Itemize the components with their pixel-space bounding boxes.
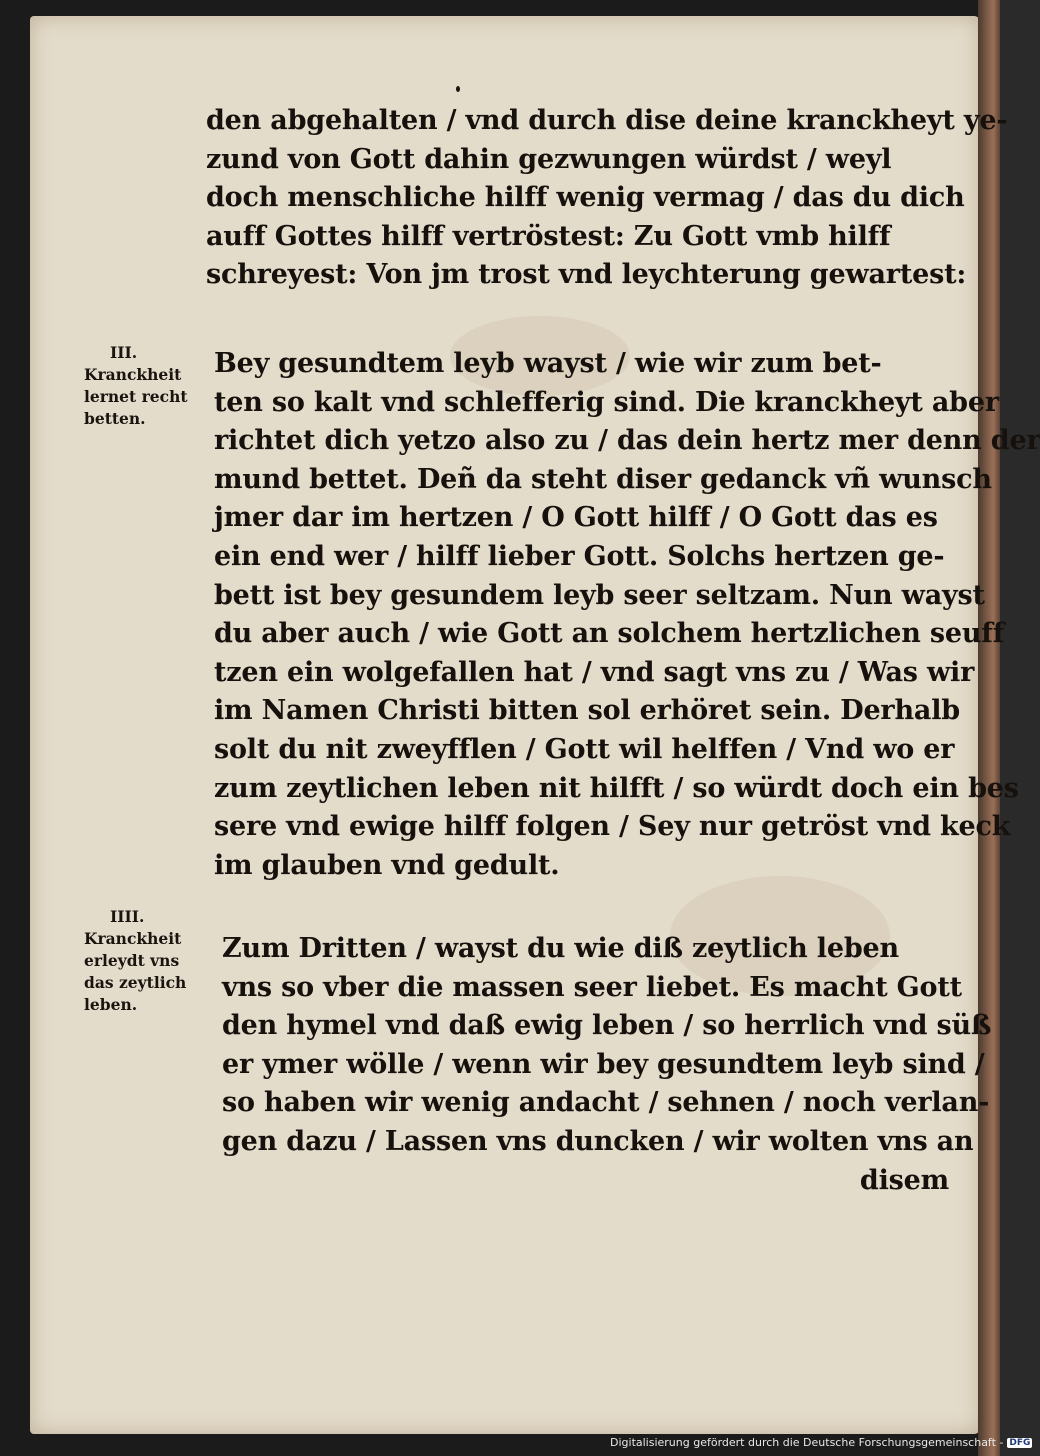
text-line: im Namen Christi bitten sol erhöret sein. Derhalb	[214, 695, 960, 727]
margin-note-1	[84, 342, 188, 430]
catchword: disem	[859, 1164, 949, 1196]
text-line: Zum Dritten / wayst du wie diß zeytlich leben	[222, 933, 899, 964]
margin-note-number: IIII.	[110, 907, 145, 926]
text-line: vns so vber die massen seer liebet. Es macht Gott	[222, 971, 962, 1003]
text-line: ein end wer / hilff lieber Gott. Solchs hertzen ge-	[214, 540, 945, 572]
text-line: ten so kalt vnd schlefferig sind. Die kranckheyt aber	[214, 386, 999, 418]
text-line: solt du nit zweyfflen / Gott wil helffen / Vnd wo er	[214, 733, 955, 765]
margin-note-line: das zeytlich	[84, 973, 187, 992]
paragraph-3	[222, 930, 991, 1200]
page-mark	[456, 86, 460, 92]
margin-note-line: Kranckheit	[84, 365, 182, 384]
footer-text: Digitalisierung gefördert durch die Deutsche Forschungsgemeinschaft -	[610, 1436, 1004, 1449]
margin-note-2	[84, 906, 186, 1016]
text-line: auff Gottes hilff vertröstest: Zu Gott vmb hilff	[206, 220, 891, 252]
margin-note-line: leben.	[84, 995, 138, 1014]
text-line: sere vnd ewige hilff folgen / Sey nur getröst vnd keck	[214, 811, 1011, 843]
text-line: bett ist bey gesundem leyb seer seltzam. Nun wayst	[214, 579, 985, 611]
footer-credit	[610, 1436, 1032, 1449]
margin-note-line: lernet recht	[84, 387, 188, 406]
text-line: den abgehalten / vnd durch dise deine kranckheyt ye-	[206, 105, 1008, 136]
text-line: jmer dar im hertzen / O Gott hilff / O Gott das es	[214, 502, 938, 534]
text-line: mund bettet. Deñ da steht diser gedanck vñ wunsch	[214, 463, 992, 495]
text-line: du aber auch / wie Gott an solchem hertzlichen seuff	[214, 618, 1005, 650]
text-line: tzen ein wolgefallen hat / vnd sagt vns zu / Was wir	[214, 656, 975, 688]
text-line: Bey gesundtem leyb wayst / wie wir zum bet-	[214, 348, 882, 379]
text-line: im glauben vnd gedult.	[214, 849, 560, 881]
margin-note-number: III.	[110, 343, 138, 362]
text-line: richtet dich yetzo also zu / das dein hertz mer denn der	[214, 425, 1040, 457]
text-line: zund von Gott dahin gezwungen würdst / weyl	[206, 143, 892, 175]
paragraph-2	[214, 345, 1040, 885]
margin-note-line: betten.	[84, 409, 146, 428]
text-line: den hymel vnd daß ewig leben / so herrlich vnd süß	[222, 1010, 992, 1042]
text-line: doch menschliche hilff wenig vermag / das du dich	[206, 182, 965, 214]
text-line: zum zeytlichen leben nit hilfft / so würdt doch ein bes	[214, 772, 1019, 804]
text-line: schreyest: Von jm trost vnd leychterung gewartest:	[206, 259, 967, 291]
text-line: gen dazu / Lassen vns duncken / wir wolten vns an	[222, 1125, 974, 1157]
margin-note-line: Kranckheit	[84, 929, 182, 948]
margin-note-line: erleydt vns	[84, 951, 180, 970]
dfg-logo: DFG	[1009, 1437, 1031, 1448]
paragraph-1	[206, 102, 1007, 295]
text-line: so haben wir wenig andacht / sehnen / noch verlan-	[222, 1087, 990, 1119]
text-line: er ymer wölle / wenn wir bey gesundtem leyb sind /	[222, 1048, 985, 1080]
